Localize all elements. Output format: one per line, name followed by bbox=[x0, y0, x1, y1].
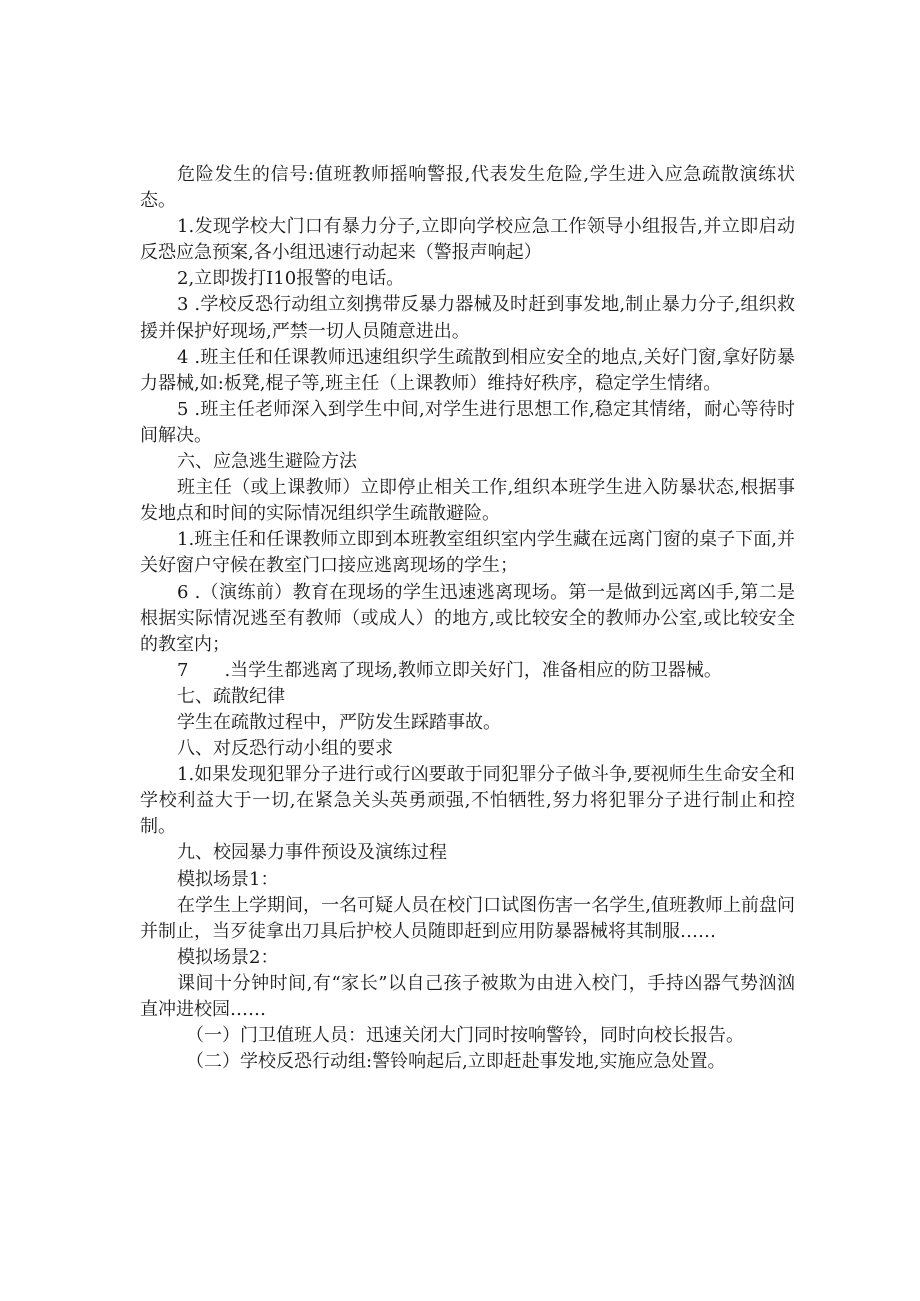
paragraph-step-4-evacuate: 4 .班主任和任课教师迅速组织学生疏散到相应安全的地点,关好门窗,拿好防暴力器械,如:板凳,棍子等,班主任（上课教师）维持好秩序，稳定学生情绪。 bbox=[140, 346, 795, 394]
paragraph-section-6-item-7: 7 .当学生都逃离了现场,教师立即关好门，准备相应的防卫器械。 bbox=[177, 659, 722, 681]
heading-section-9: 九、校园暴力事件预设及演练过程 bbox=[177, 842, 447, 864]
paragraph-section-7-body: 学生在疏散过程中，严防发生踩踏事故。 bbox=[177, 711, 501, 733]
heading-scenario-1: 模拟场景1： bbox=[177, 868, 279, 890]
paragraph-guard-duty: （一）门卫值班人员：迅速关闭大门同时按响警铃，同时向校长报告。 bbox=[186, 1025, 744, 1047]
heading-section-6: 六、应急逃生避险方法 bbox=[177, 451, 357, 473]
paragraph-danger-signal: 危险发生的信号:值班教师摇响警报,代表发生危险,学生进入应急疏散演练状态。 bbox=[140, 164, 795, 212]
paragraph-step-1-report: 1.发现学校大门口有暴力分子,立即向学校应急工作领导小组报告,并立即启动反恐应急预案,各小组迅速行动起来（警报声响起） bbox=[140, 216, 795, 264]
paragraph-section-6-intro: 班主任（或上课教师）立即停止相关工作,组织本班学生进入防暴状态,根据事发地点和时间的实际情况组织学生疏散避险。 bbox=[140, 477, 795, 525]
paragraph-step-5-calm: 5 .班主任老师深入到学生中间,对学生进行思想工作,稳定其情绪，耐心等待时间解决。 bbox=[140, 398, 795, 446]
paragraph-step-3-action-team: 3 .学校反恐行动组立刻携带反暴力器械及时赶到事发地,制止暴力分子,组织救援并保护好现场,严禁一切人员随意进出。 bbox=[140, 294, 795, 342]
paragraph-action-team-response: （二）学校反恐行动组:警铃响起后,立即赶赴事发地,实施应急处置。 bbox=[186, 1051, 726, 1073]
paragraph-scenario-1-body: 在学生上学期间，一名可疑人员在校门口试图伤害一名学生,值班教师上前盘问并制止，当歹徒拿出刀具后护校人员随即赶到应用防暴器械将其制服…… bbox=[140, 894, 795, 942]
heading-section-7: 七、疏散纪律 bbox=[177, 685, 285, 707]
paragraph-scenario-2-body: 课间十分钟时间,有“家长”以自己孩子被欺为由进入校门，手持凶器气势汹汹直冲进校园…… bbox=[140, 972, 795, 1020]
document-body bbox=[140, 162, 795, 1075]
paragraph-section-6-item-1: 1.班主任和任课教师立即到本班教室组织室内学生藏在远离门窗的桌子下面,并关好窗户守候在教室门口接应逃离现场的学生； bbox=[140, 529, 795, 577]
paragraph-step-2-call-police: 2,立即拨打I10报警的电话。 bbox=[177, 268, 405, 290]
paragraph-section-8-item-1: 1.如果发现犯罪分子进行或行凶要敢于同犯罪分子做斗争,要视师生生命安全和学校利益大于一切,在紧急关头英勇顽强,不怕牺牲,努力将犯罪分子进行制止和控制。 bbox=[140, 764, 795, 838]
heading-section-8: 八、对反恐行动小组的要求 bbox=[177, 738, 393, 760]
heading-scenario-2: 模拟场景2： bbox=[177, 946, 279, 968]
paragraph-section-6-item-6: 6 .（演练前）教育在现场的学生迅速逃离现场。第一是做到远离凶手,第二是根据实际情况逃至有教师（或成人）的地方,或比较安全的教师办公室,或比较安全的教室内； bbox=[140, 581, 795, 655]
